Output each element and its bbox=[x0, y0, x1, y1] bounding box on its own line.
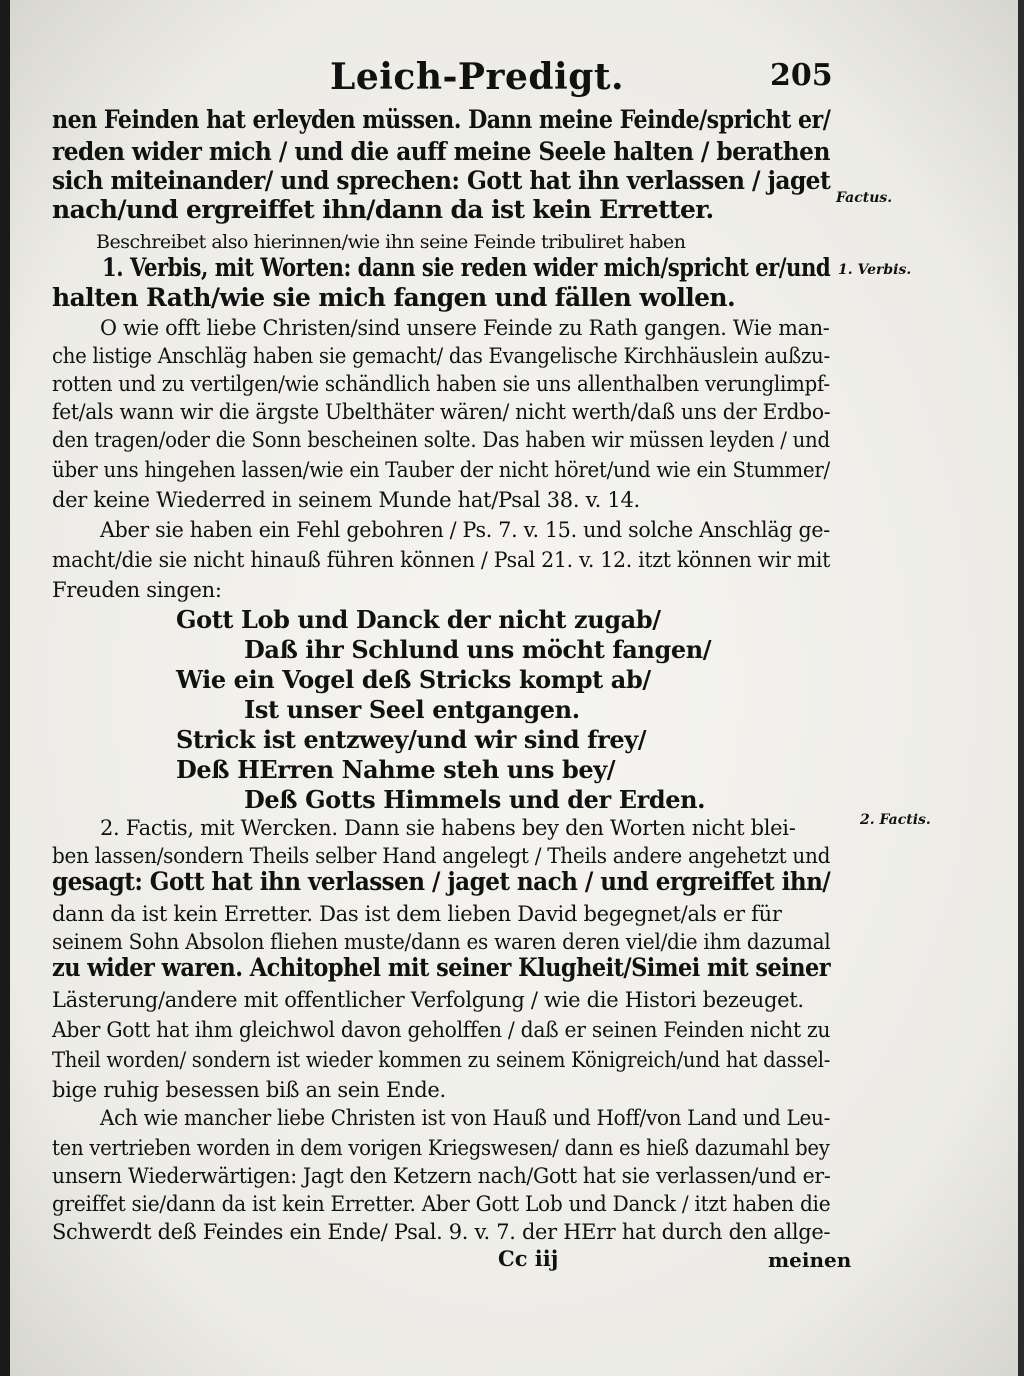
text-line: seinem Sohn Absolon fliehen muste/dann es waren deren viel/die ihm dazumal bbox=[52, 930, 831, 954]
text-line: 2. Factis, mit Wercken. Dann sie habens bey den Worten nicht blei- bbox=[100, 816, 796, 840]
text-line: Beschreibet also hierinnen/wie ihn seine Feinde tribuliret haben bbox=[96, 231, 686, 253]
text-line: Aber Gott hat ihm gleichwol davon geholffen / daß er seinen Feinden nicht zu bbox=[52, 1018, 831, 1042]
text-line: 1. Verbis, mit Worten: dann sie reden wider mich/spricht er/und bbox=[102, 253, 831, 282]
text-line: O wie offt liebe Christen/sind unsere Feinde zu Rath gangen. Wie man- bbox=[100, 316, 830, 340]
text-line: fet/als wann wir die ärgste Ubelthäter wären/ nicht werth/daß uns der Erdbo- bbox=[52, 400, 831, 424]
text-line: che listige Anschläg haben sie gemacht/ das Evangelische Kirchhäuslein außzu- bbox=[52, 344, 830, 368]
verse-line: Strick ist entzwey/und wir sind frey/ bbox=[176, 725, 647, 754]
text-line: Lästerung/andere mit offentlicher Verfolgung / wie die Histori bezeuget. bbox=[52, 988, 804, 1012]
text-line: greiffet sie/dann da ist kein Erretter. Aber Gott Lob und Danck / itzt haben die bbox=[52, 1192, 831, 1216]
text-line: über uns hingehen lassen/wie ein Tauber der nicht höret/und wie ein Stummer/ bbox=[52, 458, 830, 482]
text-line: bige ruhig besessen biß an sein Ende. bbox=[52, 1078, 446, 1102]
text-line: ben lassen/sondern Theils selber Hand angelegt / Theils andere angehetzt und bbox=[52, 844, 831, 868]
verse-line: Deß HErren Nahme steh uns bey/ bbox=[176, 755, 616, 784]
text-line: Theil worden/ sondern ist wieder kommen zu seinem Königreich/und hat dassel- bbox=[52, 1048, 831, 1072]
text-line: reden wider mich / und die auff meine Seele halten / berathen bbox=[52, 137, 830, 166]
text-line: dann da ist kein Erretter. Das ist dem lieben David begegnet/als er für bbox=[52, 902, 782, 926]
text-line: sich miteinander/ und sprechen: Gott hat ihn verlassen / jaget bbox=[52, 166, 831, 195]
text-line: zu wider waren. Achitophel mit seiner Klugheit/Simei mit seiner bbox=[52, 953, 831, 982]
verse-line: Ist unser Seel entgangen. bbox=[244, 695, 580, 724]
margin-note-verbis: 1. Verbis. bbox=[838, 262, 912, 278]
text-line: nen Feinden hat erleyden müssen. Dann meine Feinde/spricht er/ bbox=[52, 105, 831, 134]
verse-line: Wie ein Vogel deß Stricks kompt ab/ bbox=[176, 665, 651, 694]
text-line: rotten und zu vertilgen/wie schändlich haben sie uns allenthalben verunglimpf- bbox=[52, 372, 830, 396]
text-line: der keine Wiederred in seinem Munde hat/Psal 38. v. 14. bbox=[52, 488, 640, 512]
text-line: halten Rath/wie sie mich fangen und fällen wollen. bbox=[52, 283, 736, 312]
text-line: Aber sie haben ein Fehl gebohren / Ps. 7. v. 15. und solche Anschläg ge- bbox=[100, 518, 830, 542]
margin-note-factis: 2. Factis. bbox=[860, 812, 931, 828]
verse-line: Daß ihr Schlund uns möcht fangen/ bbox=[244, 635, 712, 664]
page-number: 205 bbox=[770, 58, 833, 93]
text-line: gesagt: Gott hat ihn verlassen / jaget nach / und ergreiffet ihn/ bbox=[52, 867, 831, 896]
text-line: Ach wie mancher liebe Christen ist von Hauß und Hoff/von Land und Leu- bbox=[100, 1106, 831, 1130]
text-line: Schwerdt deß Feindes ein Ende/ Psal. 9. v. 7. der HErr hat durch den allge- bbox=[52, 1220, 831, 1244]
running-title: Leich-Predigt. bbox=[330, 56, 625, 98]
text-line: nach/und ergreiffet ihn/dann da ist kein Erretter. bbox=[52, 195, 714, 224]
text-line: ten vertrieben worden in dem vorigen Kriegswesen/ dann es hieß dazumahl bey bbox=[52, 1136, 830, 1160]
verse-line: Gott Lob und Danck der nicht zugab/ bbox=[176, 605, 661, 634]
margin-note-factus: Factus. bbox=[836, 190, 893, 206]
text-line: macht/die sie nicht hinauß führen können / Psal 21. v. 12. itzt können wir mit bbox=[52, 548, 831, 572]
catchword: meinen bbox=[768, 1248, 852, 1272]
text-line: Freuden singen: bbox=[52, 578, 222, 602]
verse-line: Deß Gotts Himmels und der Erden. bbox=[244, 785, 706, 814]
text-line: unsern Wiederwärtigen: Jagt den Ketzern nach/Gott hat sie verlassen/und er- bbox=[52, 1164, 831, 1188]
signature-mark: Cc iij bbox=[498, 1246, 559, 1271]
text-line: den tragen/oder die Sonn bescheinen solte. Das haben wir müssen leyden / und bbox=[52, 428, 830, 452]
